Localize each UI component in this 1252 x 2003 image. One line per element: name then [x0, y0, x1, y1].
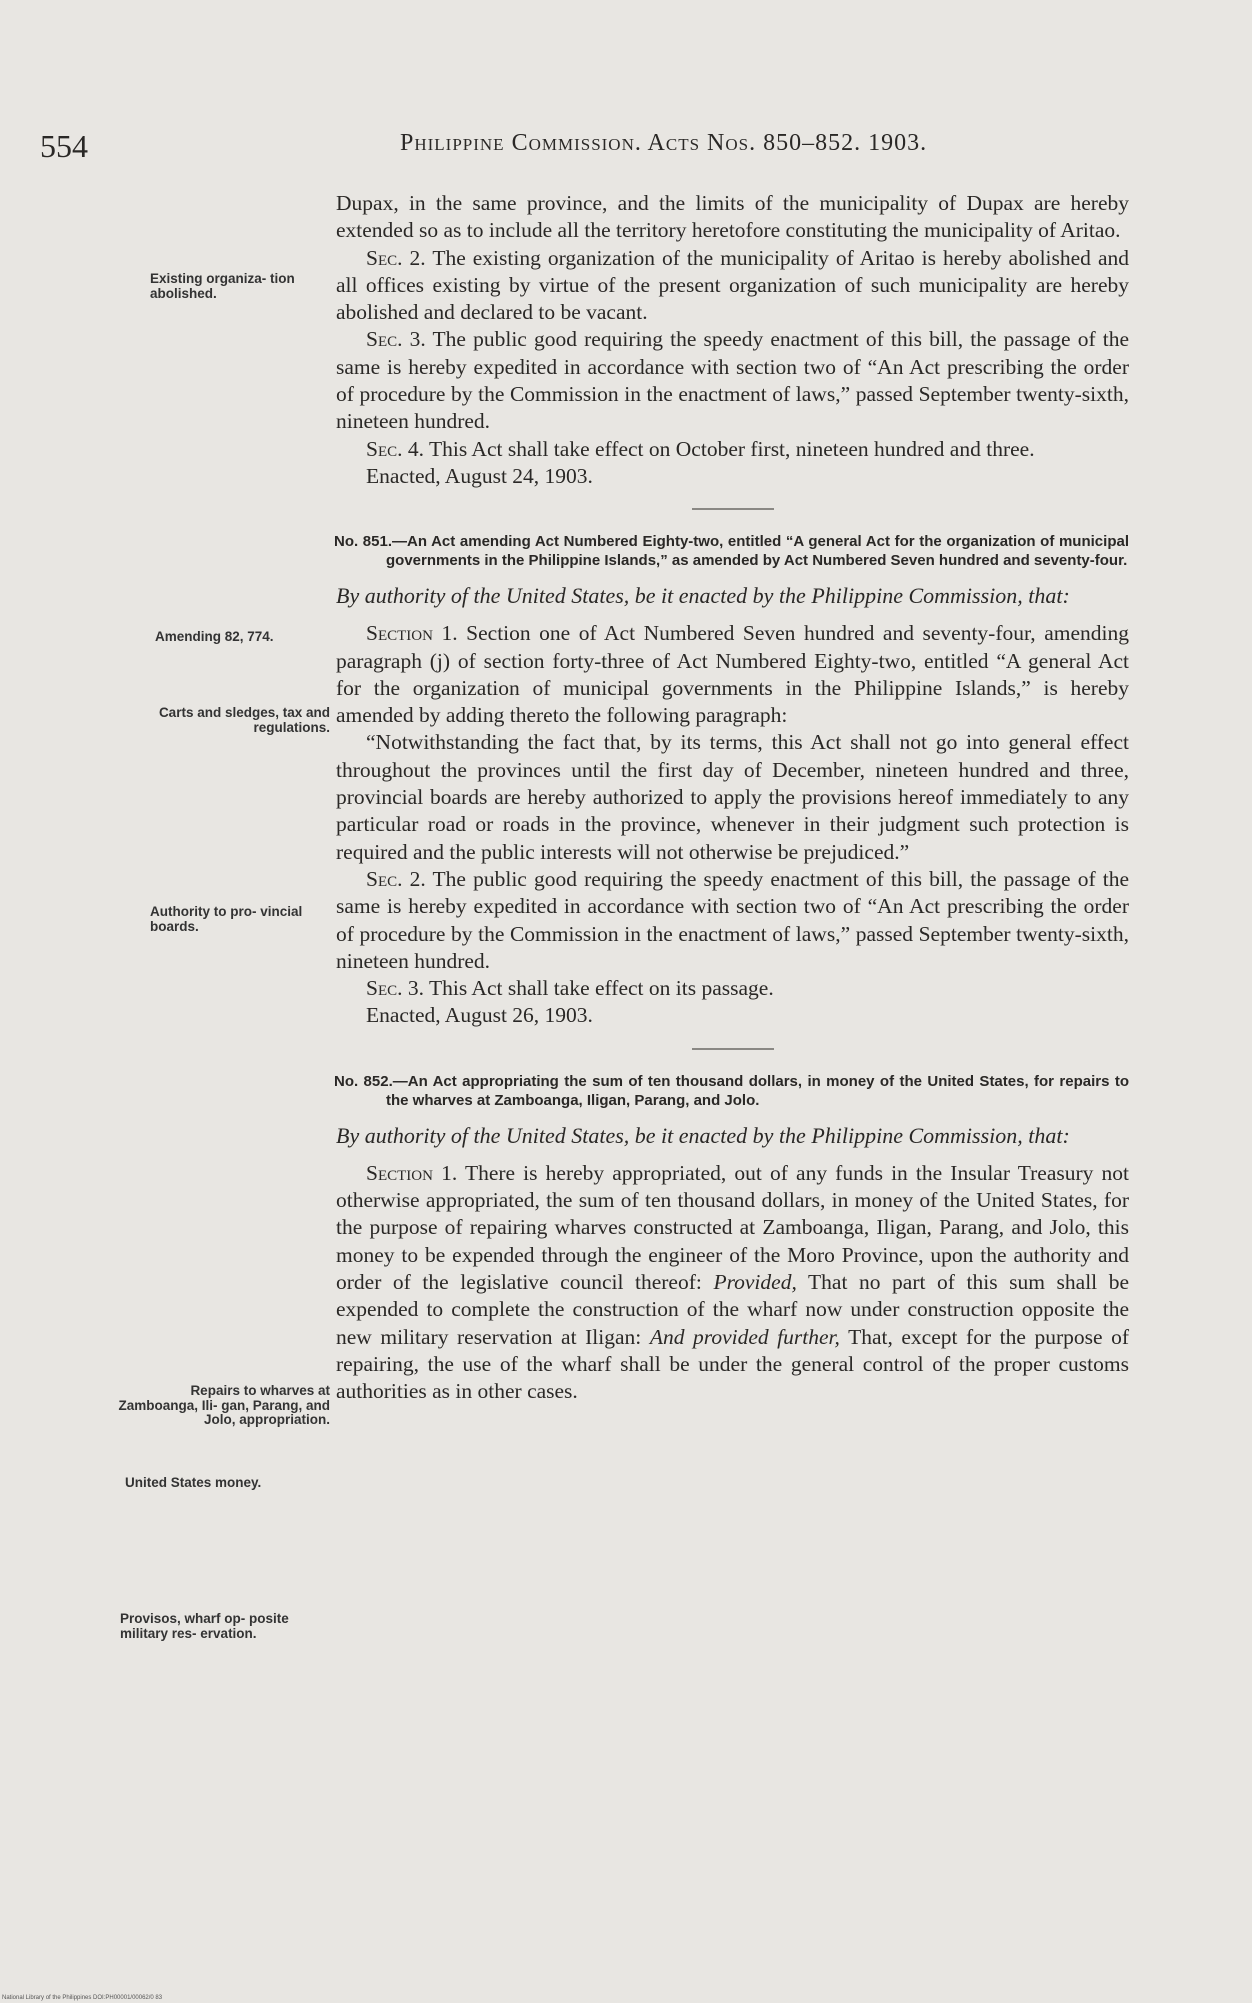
section-label: Sec. 2. — [366, 245, 426, 270]
margin-note-existing-organization: Existing organiza- tion abolished. — [150, 271, 295, 301]
section-text: The existing organization of the municipality of Aritao is hereby abolished and all offices existing by virtue of the present organization of such municipality are hereby abolished and declared to be vacant. — [336, 245, 1129, 325]
act851-section-2 — [336, 866, 1129, 975]
act851-title: No. 851.—An Act amending Act Numbered Eighty-two, entitled “A general Act for the organization of municipal governments in the Philippine Islands,” as amended by Act Numbered Seven hundred and seventy-four. — [334, 533, 1129, 570]
section-text: This Act shall take effect on October first, nineteen hundred and three. — [429, 436, 1035, 461]
margin-note-amending: Amending 82, 774. — [155, 629, 274, 644]
act850-paragraph: Dupax, in the same province, and the limits of the municipality of Dupax are hereby extended so as to include all the territory heretofore constituting the municipality of Aritao. — [336, 191, 1129, 243]
page-footer: National Library of the Philippines DOI:PH00001/00062/0 83 — [2, 1995, 163, 2001]
section-text: That, except for the purpose of repairing, the use of the wharf shall be under the general control of the proper customs authorities as in other cases. — [336, 1324, 1129, 1404]
proviso-word: And provided further, — [649, 1324, 840, 1349]
margin-note-united-states-money: United States money. — [125, 1475, 262, 1490]
section-label: Sec. 2. — [366, 866, 426, 891]
section-label: Section 1. — [366, 621, 458, 646]
section-divider — [692, 1048, 774, 1050]
section-label: Sec. 3. — [366, 327, 426, 352]
proviso-word: Provided, — [713, 1269, 797, 1294]
running-title: Philippine Commission. Acts Nos. 850–852. 1903. — [400, 130, 928, 156]
page-header — [0, 122, 1252, 162]
act851-section-3 — [336, 975, 1129, 1002]
section-text: The public good requiring the speedy enactment of this bill, the passage of the same is hereby expedited in accordance with section two of “An Act prescribing the order of procedure by the Commission in the enactment of laws,” passed September twenty-sixth, nineteen hundred. — [336, 866, 1130, 973]
margin-note-repairs: Repairs to wharves at Zamboanga, Ili- gan, Parang, and Jolo, appropriation. — [118, 1383, 330, 1427]
act850-section-2 — [336, 245, 1129, 327]
section-label: Sec. 4. — [366, 436, 424, 461]
margin-note-authority: Authority to pro- vincial boards. — [150, 904, 303, 934]
act852-section-1 — [336, 1160, 1129, 1406]
section-text: That no part of this sum shall be expended to complete the construction of the wharf now under construction opposite the new military reservation at Iligan: — [336, 1269, 1129, 1349]
act851-section-1 — [336, 620, 1129, 729]
act850-section-4 — [336, 436, 1129, 463]
section-text: There is hereby appropriated, out of any funds in the Insular Treasury not otherwise appropriated, the sum of ten thousand dollars, in money of the United States, for the purpose of repairing wharves constructed at Zamboanga, Iligan, Parang, and Jolo, this money to be expended through the engineer of the Moro Province, upon the authority and order of the legislative council thereof: — [336, 1160, 1129, 1294]
section-divider — [692, 508, 774, 510]
margin-note-provisos: Provisos, wharf op- posite military res- ervation. — [120, 1611, 289, 1641]
act850-enacted: Enacted, August 24, 1903. — [366, 463, 593, 488]
act852-title: No. 852.—An Act appropriating the sum of ten thousand dollars, in money of the United States, for repairs to the wharves at Zamboanga, Iligan, Parang, and Jolo. — [334, 1072, 1129, 1109]
act850-section-3 — [336, 326, 1129, 435]
margin-note-carts: Carts and sledges, tax and regulations. — [158, 705, 330, 735]
section-label: Section 1. — [366, 1160, 458, 1185]
section-text: Section one of Act Numbered Seven hundred and seventy-four, amending paragraph (j) of section forty-three of Act Numbered Eighty-two, entitled “A general Act for the organization of municipal governments in the Philippine Islands,” is hereby amended by adding thereto the following paragraph: — [336, 621, 1129, 728]
act851-authority: By authority of the United States, be it enacted by the Philippine Commission, that: — [336, 583, 1070, 609]
page-number: 554 — [40, 128, 88, 164]
act851-enacted: Enacted, August 26, 1903. — [366, 1003, 593, 1028]
section-text: This Act shall take effect on its passage. — [429, 976, 774, 1001]
act852-authority: By authority of the United States, be it enacted by the Philippine Commission, that: — [336, 1122, 1070, 1148]
act851-quoted-paragraph: “Notwithstanding the fact that, by its terms, this Act shall not go into general effect throughout the provinces until the first day of December, nineteen hundred and three, provincial boards are hereby authorized to apply the provisions hereof immediately to any particular road or roads in the province, whenever in their judgment such protection is required and the public interests will not otherwise be prejudiced.” — [336, 730, 1129, 864]
section-label: Sec. 3. — [366, 976, 424, 1001]
document-body — [336, 190, 1129, 1405]
section-text: The public good requiring the speedy enactment of this bill, the passage of the same is hereby expedited in accordance with section two of “An Act prescribing the order of procedure by the Commission in the enactment of laws,” passed September twenty-sixth, nineteen hundred. — [336, 327, 1130, 434]
